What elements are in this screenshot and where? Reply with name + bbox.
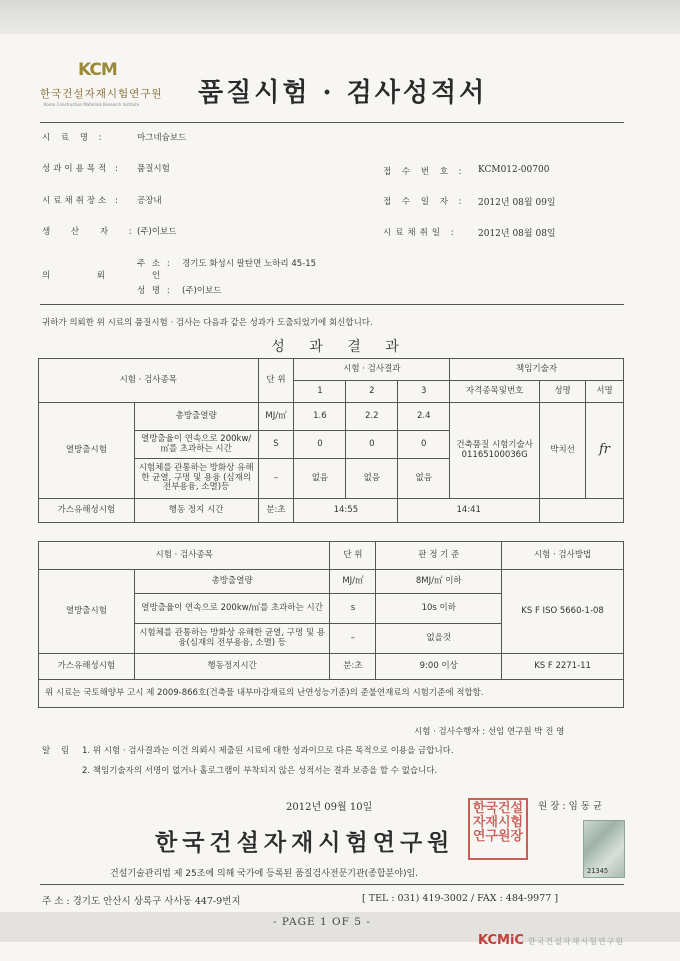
client-label: 의 뢰 인 xyxy=(42,271,183,281)
law-registration-line: 건설기술관리법 제 25조에 의해 국가에 등록된 품질검사전문기관(종합분야)임. xyxy=(110,869,419,879)
institute-logo xyxy=(40,60,180,112)
t1-r2-v1: 0 xyxy=(294,431,346,459)
t2-r3-criteria: 없을것 xyxy=(376,624,502,654)
scan-top-band xyxy=(0,0,680,34)
t2-header-method: 시험 · 검사방법 xyxy=(502,542,624,570)
document-title: 품질시험 · 검사성적서 xyxy=(198,78,488,108)
logo-name: 한국건설자재시험연구원 xyxy=(40,88,163,100)
t2-header-unit: 단 위 xyxy=(330,542,376,570)
logo-subtitle: Korea Construction Materials Research Institute xyxy=(44,102,140,107)
t2-r3-item: 시험체를 관통하는 방화상 유해한 균열, 구멍 및 용융(심재의 전부용융, 소멸) 등 xyxy=(134,624,330,654)
t1-r1-unit: MJ/㎡ xyxy=(258,403,294,431)
purpose-label: 성과이용목적 : xyxy=(42,164,121,174)
t2-r1-criteria: 8MJ/㎡ 이하 xyxy=(376,570,502,594)
t1-r2-v2: 0 xyxy=(346,431,398,459)
official-seal: 한국건설자재시험연구원장 xyxy=(468,798,528,860)
t1-gas-sub: 행동 정지 시간 xyxy=(134,499,258,523)
t1-gas-empty xyxy=(540,499,624,523)
receipt-no-label: 접 수 번 호 : xyxy=(383,167,466,177)
t2-r1-item: 총방출열량 xyxy=(134,570,330,594)
footer-divider-top xyxy=(40,884,624,885)
brand-mark: KCMiC xyxy=(478,933,524,948)
receipt-date-value: 2012년 08월 09일 xyxy=(478,198,556,208)
t1-header-qual: 자격종목및번호 xyxy=(450,381,540,403)
t1-header-unit: 단 위 xyxy=(258,359,294,403)
t1-gas-unit: 분:초 xyxy=(258,499,294,523)
t1-r1-v2: 2.2 xyxy=(346,403,398,431)
t1-header-n2: 2 xyxy=(346,381,398,403)
address-value: 경기도 화성시 팔탄면 노하리 45-15 xyxy=(182,259,317,269)
t2-gas-criteria: 9:00 이상 xyxy=(376,654,502,680)
t2-r2-criteria: 10s 이하 xyxy=(376,594,502,624)
sample-label: 시 료 명 : xyxy=(42,133,106,143)
t2-header-item: 시험 · 검사종목 xyxy=(39,542,330,570)
engineer-signature: fr xyxy=(586,403,624,499)
engineer-name: 박치선 xyxy=(540,403,586,499)
results-title: 성 과 결 과 xyxy=(271,339,409,355)
t2-gas-item: 가스유해성시험 xyxy=(39,654,135,680)
info-divider xyxy=(40,304,624,305)
t2-gas-method: KS F 2271-11 xyxy=(502,654,624,680)
t2-group-heat: 열방출시험 xyxy=(39,570,135,654)
criteria-table xyxy=(38,541,624,708)
t1-r1-item: 총방출열량 xyxy=(134,403,258,431)
brand-logo xyxy=(478,933,624,948)
engineer-qualification: 건축품질 시험기술사 01165100036G xyxy=(450,403,540,499)
notice-line-2: 2. 책임기술자의 서명이 없거나 홀로그램이 부착되지 않은 성적서는 결과 보증을 할 수 없습니다. xyxy=(82,766,438,776)
logo-mark: KCM xyxy=(78,60,117,80)
receipt-date-label: 접 수 일 자 : xyxy=(383,197,466,207)
receipt-no-value: KCM012-00700 xyxy=(478,165,550,175)
hologram-sticker xyxy=(583,820,625,878)
director-name: 원 장 : 임 동 균 xyxy=(538,801,603,812)
brand-name: 한국건설자재시험연구원 xyxy=(527,937,624,946)
t2-r1-unit: MJ/㎡ xyxy=(330,570,376,594)
t1-r3-v2: 없음 xyxy=(346,459,398,499)
t1-header-engineer: 책임기술자 xyxy=(450,359,624,381)
collect-place-label: 시료채취장소 : xyxy=(42,196,121,206)
compliance-note: 위 시료는 국토해양부 고시 제 2009-866호(건축물 내부마감재료의 난연성능기준)의 준불연재료의 시험기준에 적합함. xyxy=(39,680,624,708)
t1-r2-v3: 0 xyxy=(398,431,450,459)
t1-gas-item: 가스유해성시험 xyxy=(39,499,135,523)
collect-date-value: 2012년 08월 08일 xyxy=(478,229,556,239)
t1-header-result: 시험 · 검사결과 xyxy=(294,359,450,381)
t1-group-heat: 열방출시험 xyxy=(39,403,135,499)
name-label: 성 명 : xyxy=(137,286,172,296)
t1-r2-unit: S xyxy=(258,431,294,459)
t2-gas-unit: 분:초 xyxy=(330,654,376,680)
notice-label: 알 림 xyxy=(42,746,74,756)
t1-gas-v1: 14:55 xyxy=(294,499,398,523)
collect-date-label: 시료채취일 : xyxy=(383,228,458,238)
t2-r3-unit: – xyxy=(330,624,376,654)
tester-info: 시험 · 검사수행자 : 선임 연구원 박 진 영 xyxy=(414,727,565,737)
t1-header-n3: 3 xyxy=(398,381,450,403)
t1-header-n1: 1 xyxy=(294,381,346,403)
notice-line-1: 1. 위 시험 · 검사결과는 이건 의뢰시 제출된 시료에 대한 성과이므로 다른 목적으로 이용을 금합니다. xyxy=(82,746,454,756)
results-table xyxy=(38,358,624,523)
t2-header-criteria: 판 정 기 준 xyxy=(376,542,502,570)
collect-place-value: 공장내 xyxy=(137,196,162,206)
purpose-value: 품질시험 xyxy=(137,164,170,174)
t1-r1-v1: 1.6 xyxy=(294,403,346,431)
sample-value: 마그네슘보드 xyxy=(137,133,187,143)
t1-header-name: 성명 xyxy=(540,381,586,403)
t2-gas-sub: 행동정지시간 xyxy=(134,654,330,680)
address-label: 주 소 : xyxy=(137,259,172,269)
producer-value: (주)이보드 xyxy=(137,227,177,237)
t1-r3-item: 시험체를 관통하는 방화상 유해한 균열, 구멍 및 용융 (심재의 전부용융, 소멸)등 xyxy=(134,459,258,499)
t2-r2-unit: s xyxy=(330,594,376,624)
header-divider xyxy=(40,122,624,123)
t1-r3-v1: 없음 xyxy=(294,459,346,499)
t1-r3-unit: – xyxy=(258,459,294,499)
institute-address: 주 소 : 경기도 안산시 상록구 사사동 447-9번지 xyxy=(42,896,241,907)
t2-r2-item: 열방출율이 연속으로 200kw/㎡를 초과하는 시간 xyxy=(134,594,330,624)
t1-header-item: 시험 · 검사종목 xyxy=(39,359,259,403)
name-value: (주)이보드 xyxy=(182,286,222,296)
t1-header-sign: 서명 xyxy=(586,381,624,403)
t1-r1-v3: 2.4 xyxy=(398,403,450,431)
t1-r2-item: 열방출율이 연속으로 200kw/㎡를 초과하는 시간 xyxy=(134,431,258,459)
t1-gas-v2: 14:41 xyxy=(398,499,540,523)
issue-date: 2012년 09월 10일 xyxy=(286,802,373,813)
producer-label: 생 산 자 : xyxy=(42,227,141,237)
t2-heat-method: KS F ISO 5660-1-08 xyxy=(502,570,624,654)
organization-name: 한국건설자재시험연구원 xyxy=(155,830,455,856)
page-indicator: - PAGE 1 OF 5 - xyxy=(273,916,371,928)
intro-text: 귀하가 의뢰한 위 시료의 품질시험 · 검사는 다음과 같은 성과가 도출되었기에 회신합니다. xyxy=(42,318,373,328)
hologram-number: 21345 xyxy=(587,867,609,875)
t1-r3-v3: 없음 xyxy=(398,459,450,499)
institute-contact: [ TEL : 031) 419-3002 / FAX : 484-9977 ] xyxy=(362,893,559,904)
